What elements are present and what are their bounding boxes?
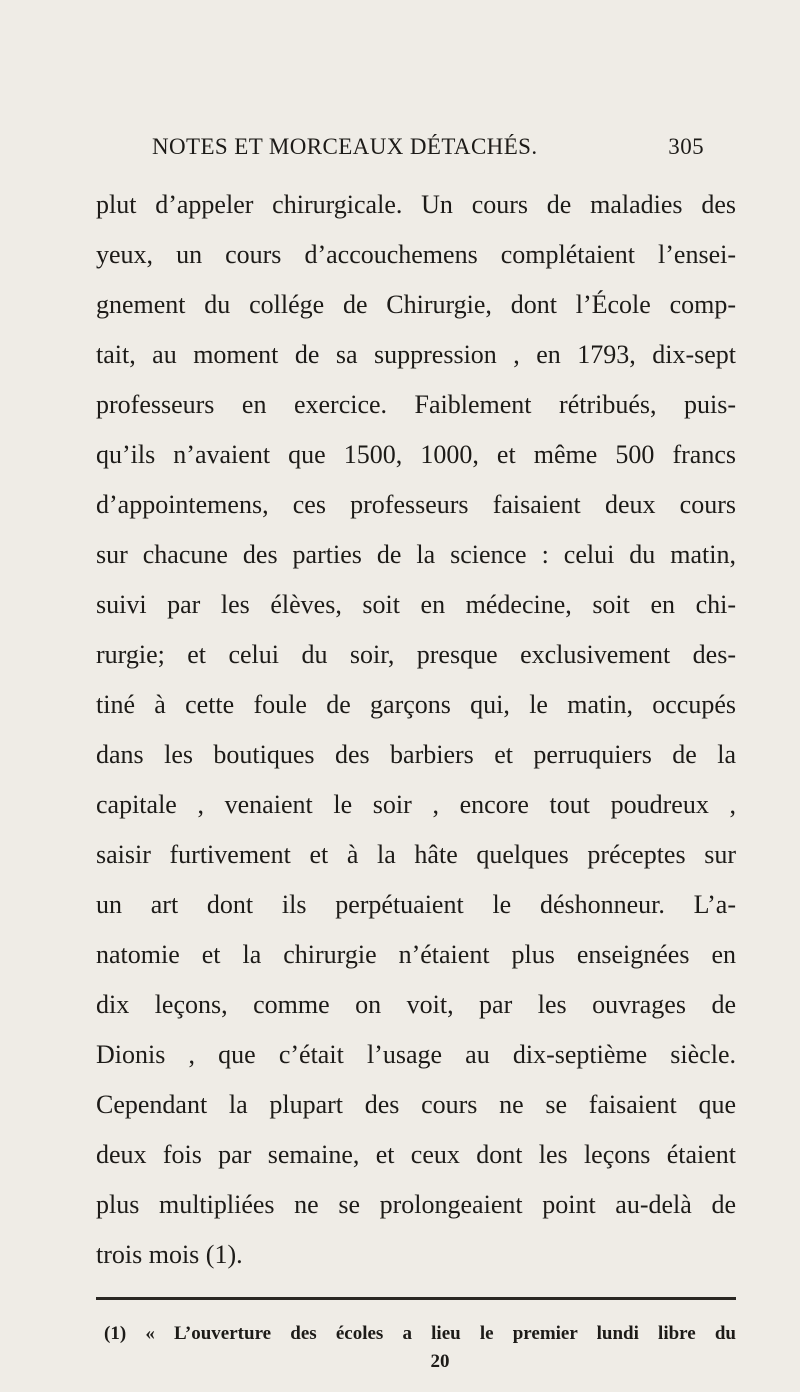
body-text	[96, 180, 736, 1280]
text-line: d’appointemens, ces professeurs faisaient deux cours	[96, 490, 736, 519]
text-line: dix leçons, comme on voit, par les ouvrages de	[96, 990, 736, 1019]
running-head-title: NOTES ET MORCEAUX DÉTACHÉS.	[152, 134, 538, 159]
text-line: professeurs en exercice. Faiblement rétribués, puis-	[96, 390, 736, 419]
text-line: gnement du collége de Chirurgie, dont l’École comp-	[96, 290, 736, 319]
text-line: deux fois par semaine, et ceux dont les leçons étaient	[96, 1140, 736, 1169]
text-line: plus multipliées ne se prolongeaient point au-delà de	[96, 1190, 736, 1219]
footnote-rule	[96, 1297, 736, 1300]
text-line: capitale , venaient le soir , encore tout poudreux ,	[96, 790, 736, 819]
text-line: rurgie; et celui du soir, presque exclusivement des-	[96, 640, 736, 669]
text-line: un art dont ils perpétuaient le déshonneur. L’a-	[96, 890, 736, 919]
text-line: yeux, un cours d’accouchemens complétaient l’ensei-	[96, 240, 736, 269]
footnote	[104, 1320, 736, 1376]
text-line: tait, au moment de sa suppression , en 1793, dix-sept	[96, 340, 736, 369]
text-line: qu’ils n’avaient que 1500, 1000, et même 500 francs	[96, 440, 736, 469]
text-line: Cependant la plupart des cours ne se faisaient que	[96, 1090, 736, 1119]
text-line: suivi par les élèves, soit en médecine, soit en chi-	[96, 590, 736, 619]
page-number: 305	[668, 134, 704, 159]
text-line: Dionis , que c’était l’usage au dix-septième siècle.	[96, 1040, 736, 1069]
footnote-line: 20	[430, 1351, 450, 1372]
running-head	[152, 134, 712, 168]
text-line: saisir furtivement et à la hâte quelques préceptes sur	[96, 840, 736, 869]
text-line: plut d’appeler chirurgicale. Un cours de maladies des	[96, 190, 736, 219]
text-line: tiné à cette foule de garçons qui, le matin, occupés	[96, 690, 736, 719]
text-line: sur chacune des parties de la science : celui du matin,	[96, 540, 736, 569]
text-line: dans les boutiques des barbiers et perruquiers de la	[96, 740, 736, 769]
text-line: natomie et la chirurgie n’étaient plus enseignées en	[96, 940, 736, 969]
text-line: trois mois (1).	[96, 1240, 243, 1269]
footnote-line: (1) « L’ouverture des écoles a lieu le premier lundi libre du	[104, 1323, 736, 1344]
